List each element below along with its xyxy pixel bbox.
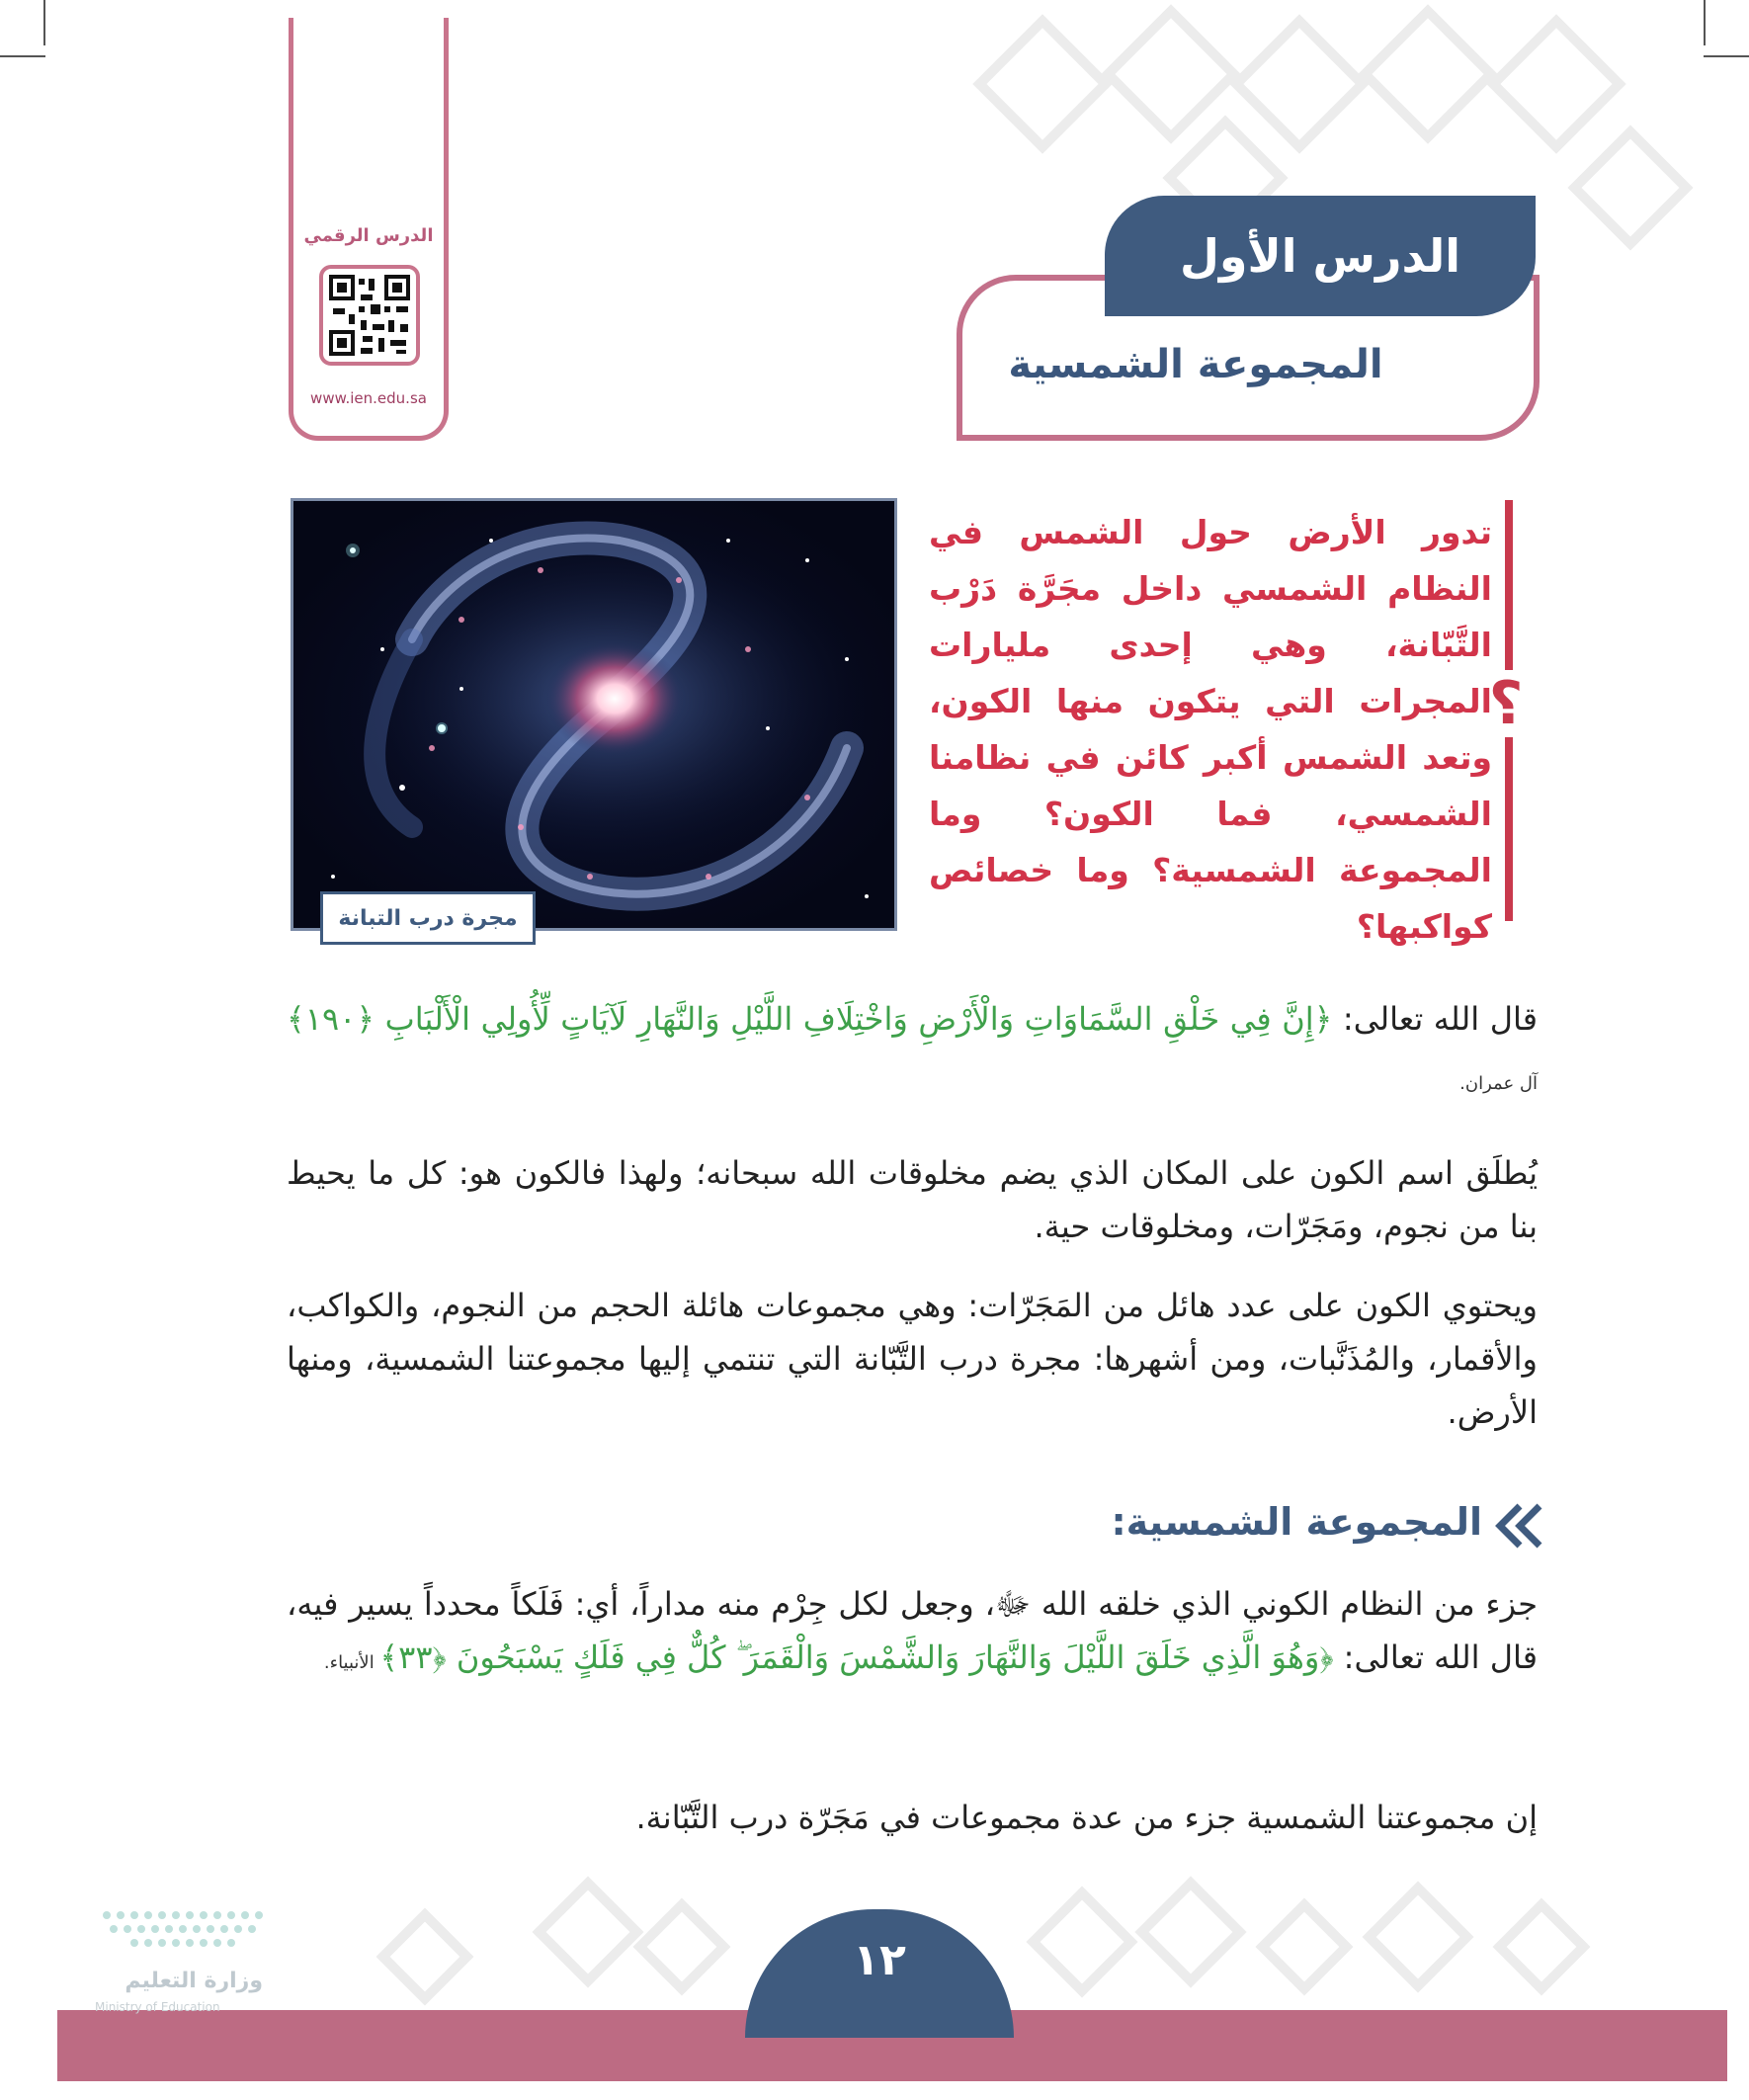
ministry-name-arabic: وزارة التعليم <box>125 1969 263 1993</box>
verse-paragraph-1 <box>287 992 1538 1111</box>
paragraph-galaxies: ويحتوي الكون على عدد هائل من المَجَرّات: وهي مجموعات هائلة الحجم من النجوم، والكواكب، والأقمار، والمُذَنَّبات، ومن أشهرها: مجرة درب التَّبّانة التي تنتمي إليها مجموعتنا الشمسية، ومنها الأرض. <box>287 1287 1538 1431</box>
intro-question-text: تدور الأرض حول الشمس في النظام الشمسي داخل مجَرَّة دَرْب التَّبّانة، وهي إحدى مليارات المجرات التي يتكون منها الكون، وتعد الشمس أكبر كائن في نظامنا الشمسي، فما الكون؟ وما المجموعة الشمسية؟ وما خصائص كواكبها؟ <box>929 513 1492 946</box>
quran-verse: ﴿وَهُوَ الَّذِي خَلَقَ اللَّيْلَ وَالنَّهَارَ وَالشَّمْسَ وَالْقَمَرَ ۖ كُلٌّ فِي فَلَكٍ يَسْبَحُونَ ﴿٣٣﴾ <box>379 1638 1334 1676</box>
bookmark-url[interactable]: www.ien.edu.sa <box>310 389 427 407</box>
image-caption: مجرة درب التبانة <box>320 891 536 945</box>
milky-way-galaxy-image <box>291 498 897 931</box>
digital-lesson-label: الدرس الرقمي <box>303 225 434 246</box>
crop-mark <box>1704 0 1706 45</box>
galaxy-illustration <box>293 501 894 928</box>
solar-system-text: جزء من النظام الكوني الذي خلقه الله ﷻ، وجعل لكل جِرْم منه مداراً، أي: فَلَكاً محدداً يسير فيه، قال الله تعالى: <box>287 1585 1538 1676</box>
lesson-title: المجموعة الشمسية <box>1008 342 1383 387</box>
digital-lesson-bookmark[interactable] <box>289 18 449 441</box>
double-chevron-icon <box>1492 1502 1547 1550</box>
ministry-name-english: Ministry of Education <box>95 2000 220 2014</box>
quran-verse: ﴿إِنَّ فِي خَلْقِ السَّمَاوَاتِ وَالْأَرْضِ وَاخْتِلَافِ اللَّيْلِ وَالنَّهَارِ لَآيَاتٍ لِّأُولِي الْأَلْبَابِ ﴿١٩٠﴾ <box>287 1000 1333 1038</box>
qr-code-icon <box>323 269 416 362</box>
question-mark-icon: ؟ <box>1484 670 1528 737</box>
crop-mark <box>43 0 45 45</box>
crop-mark <box>1704 55 1749 57</box>
paragraph-universe-definition: يُطلَق اسم الكون على المكان الذي يضم مخلوقات الله سبحانه؛ ولهذا فالكون هو: كل ما يحيط بنا من نجوم، ومَجَرّات، ومخلوقات حية. <box>287 1154 1538 1245</box>
paragraph-conclusion: إن مجموعتنا الشمسية جزء من عدة مجموعات في مَجَرّة درب التَّبّانة. <box>635 1799 1538 1836</box>
crop-mark <box>0 55 45 57</box>
page-number: ١٢ <box>853 1935 906 1985</box>
verse-lead: قال الله تعالى: <box>1332 1000 1539 1038</box>
verse-source: آل عمران. <box>1459 1073 1538 1094</box>
qr-code[interactable] <box>319 265 420 366</box>
paragraph-solar-system <box>287 1577 1538 1690</box>
verse-source: الأنبياء. <box>323 1652 380 1673</box>
section-heading: المجموعة الشمسية: <box>1111 1500 1482 1544</box>
lesson-number-label: الدرس الأول <box>1105 196 1536 316</box>
